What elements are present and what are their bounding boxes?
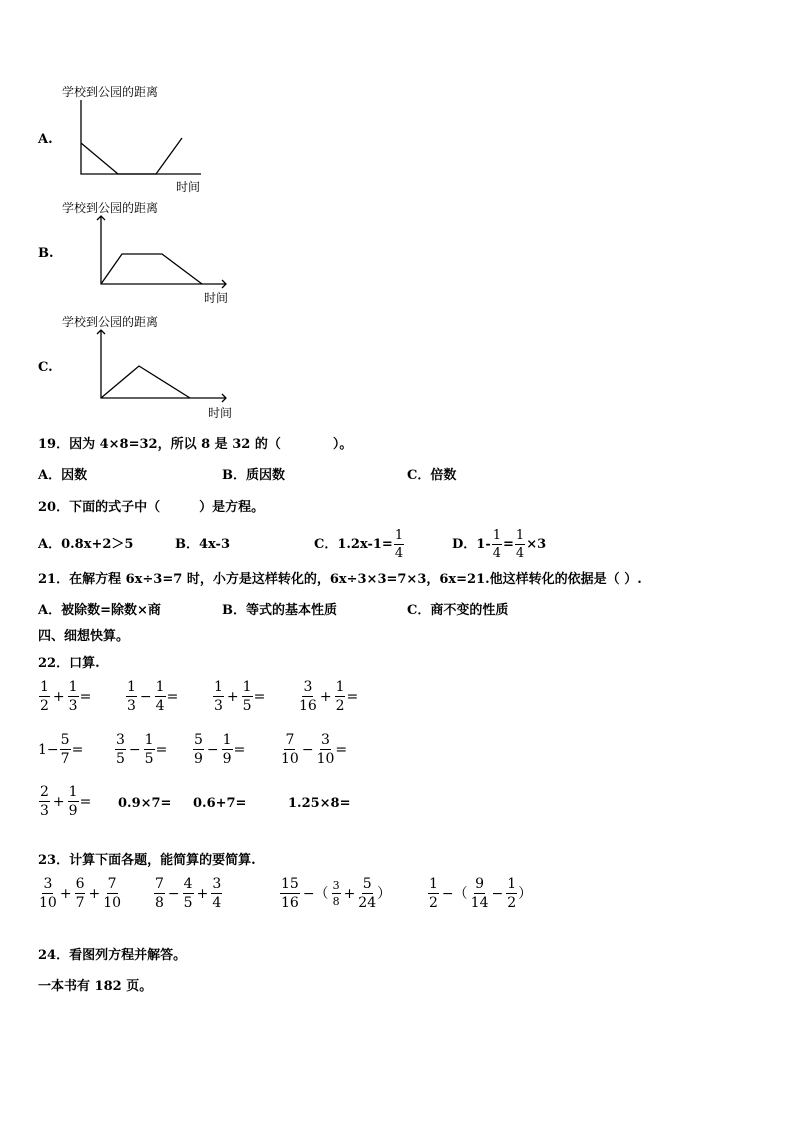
option-c: C．倍数 <box>407 468 457 483</box>
option-d <box>452 524 546 564</box>
option-label: A. <box>38 132 53 147</box>
fraction: $\frac{1}{4}$ <box>394 527 404 561</box>
section-heading: 四、细想快算。 <box>38 629 130 644</box>
question-stem: 24．看图列方程并解答。 <box>38 948 187 963</box>
expression: $\frac{3}{10}$ + $\frac{6}{7}$ + $\frac{7}{10}$ <box>39 876 122 911</box>
question-stem: 21．在解方程 6x÷3=7 时，小方是这样转化的，6x÷3×3=7×3，6x=21.他这样转化的依据是（ ）. <box>38 572 642 587</box>
graph-a-plot <box>76 100 206 180</box>
graph-b-plot <box>96 216 236 296</box>
question-stem: 19．因为 4×8=32，所以 8 是 32 的（ ）。 <box>38 437 353 452</box>
question-stem: 23．计算下面各题，能简算的要简算. <box>38 853 256 868</box>
expression: $\frac{1}{2}$ −（ $\frac{9}{14}$ − $\frac{1}{2}$ ） <box>429 876 533 911</box>
graph-y-label: 学校到公园的距离 <box>62 201 159 215</box>
expression: $\frac{3}{16}$ + $\frac{1}{2}$ = <box>299 679 359 714</box>
expression: 1− $\frac{5}{7}$ = <box>38 732 84 767</box>
expression: $\frac{1}{2}$ + $\frac{1}{3}$ = <box>40 679 92 714</box>
option-d-suffix: ×3 <box>526 536 547 552</box>
option-c <box>314 524 405 564</box>
expression: $\frac{3}{5}$ − $\frac{1}{5}$ = <box>116 732 168 767</box>
fraction: $\frac{1}{4}$ <box>492 527 501 561</box>
option-b: B．4x-3 <box>175 537 230 552</box>
expression: 0.6+7= <box>193 796 247 811</box>
option-a: A．因数 <box>38 468 88 483</box>
option-b: B．质因数 <box>222 468 285 483</box>
expression: $\frac{1}{3}$ + $\frac{1}{5}$ = <box>214 679 266 714</box>
expression: $\frac{1}{3}$ − $\frac{1}{4}$ = <box>127 679 179 714</box>
graph-x-label: 时间 <box>176 180 201 194</box>
expression: $\frac{7}{10}$ − $\frac{3}{10}$ = <box>281 732 348 767</box>
graph-x-label: 时间 <box>204 291 229 305</box>
expression: 1.25×8= <box>288 796 351 811</box>
equals-sign: = <box>503 536 514 552</box>
option-c: C．商不变的性质 <box>407 603 509 618</box>
graph-y-label: 学校到公园的距离 <box>62 85 159 99</box>
question-stem: 22．口算. <box>38 656 100 671</box>
expression: $\frac{2}{3}$ + $\frac{1}{9}$ = <box>40 784 92 819</box>
option-a: A．被除数=除数×商 <box>38 603 161 618</box>
expression: 0.9×7= <box>118 796 172 811</box>
option-label: B. <box>38 246 54 261</box>
option-c-text: C．1.2x-1= <box>314 536 393 552</box>
graph-x-label: 时间 <box>208 406 233 420</box>
graph-y-label: 学校到公园的距离 <box>62 315 159 329</box>
expression: $\frac{15}{16}$ −（ $\frac{3}{8}$ + $\frac{5}{24}$ ） <box>281 876 392 911</box>
expression: $\frac{7}{8}$ − $\frac{4}{5}$ + $\frac{3}{4}$ <box>155 876 222 911</box>
option-b: B．等式的基本性质 <box>222 603 337 618</box>
fraction: $\frac{1}{4}$ <box>515 527 525 561</box>
expression: $\frac{5}{9}$ − $\frac{1}{9}$ = <box>194 732 246 767</box>
option-label: C. <box>38 360 53 375</box>
option-d-text: D．1- <box>452 536 491 552</box>
graph-c-plot <box>96 330 236 410</box>
question-text: 一本书有 182 页。 <box>38 979 153 994</box>
question-stem: 20．下面的式子中（ ）是方程。 <box>38 500 265 515</box>
option-a: A．0.8x+2＞5 <box>38 537 134 552</box>
